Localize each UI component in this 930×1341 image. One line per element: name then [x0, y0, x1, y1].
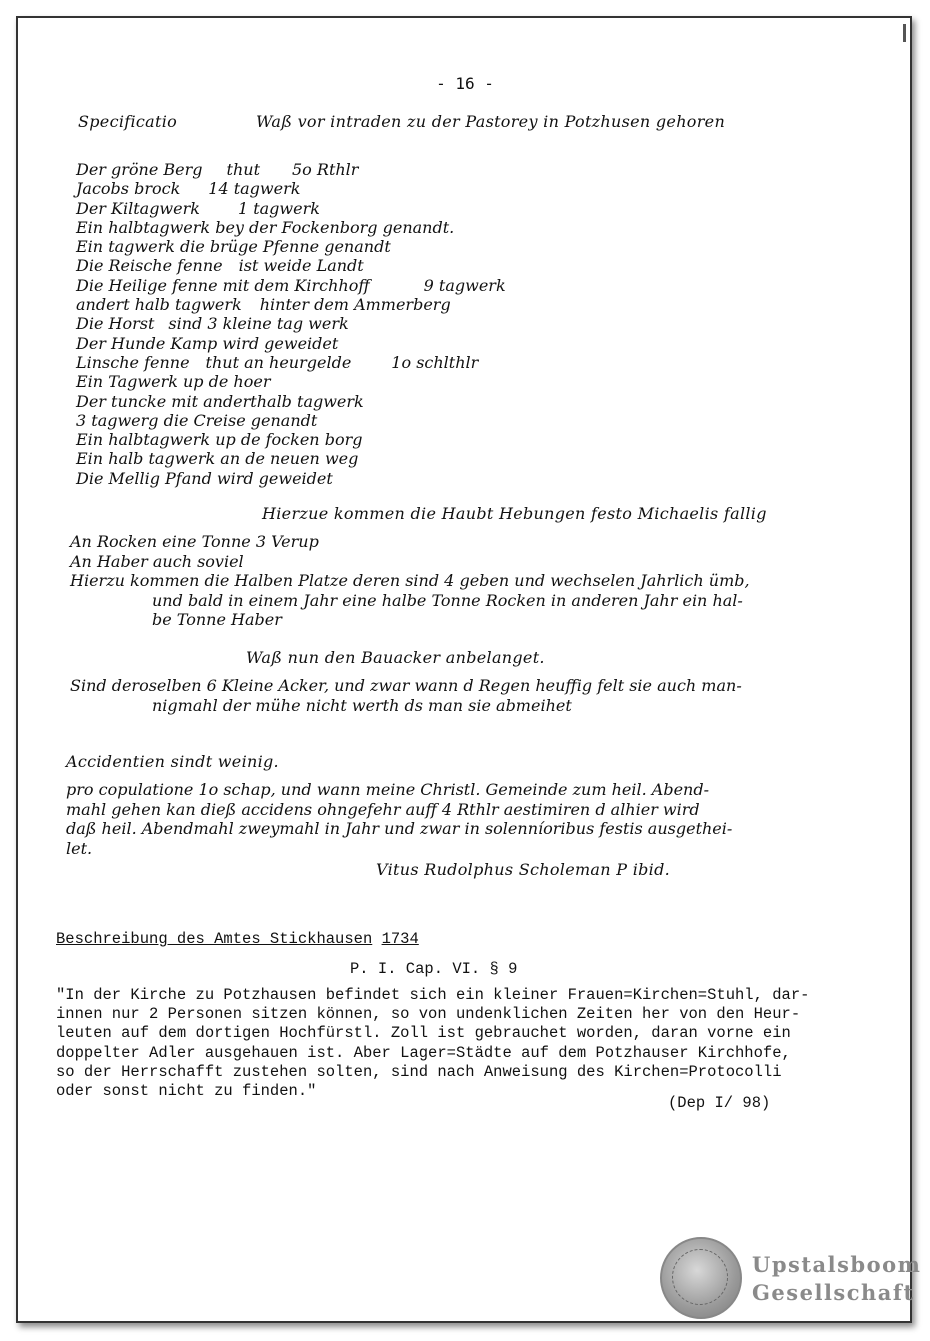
- list-item-cell: 9 tagwerk: [423, 275, 506, 295]
- bauacker-paragraph: [70, 676, 742, 715]
- quote-line: leuten auf dem dortigen Hochfürstl. Zoll ist gebrauchet worden, daran vorne ein: [56, 1024, 791, 1043]
- quote-line: so der Herrschafft zustehen solten, sind nach Anweisung des Kirchen=Protocolli: [56, 1062, 782, 1081]
- list-item-cell: hinter dem Ammerberg: [259, 295, 451, 315]
- list-item-cell: Ein Tagwerk up de hoer: [76, 372, 271, 392]
- list-item-cell: Die Mellig Pfand wird geweidet: [76, 468, 333, 488]
- hebungen-line: und bald in einem Jahr eine halbe Tonne Rocken in anderen Jahr ein hal-: [152, 590, 743, 610]
- specificatio-label: Specificatio: [78, 112, 178, 131]
- list-item: [76, 199, 506, 218]
- bauacker-heading: Waß nun den Bauacker anbelanget.: [246, 648, 545, 667]
- quote-line: doppelter Adler ausgehauen ist. Aber Lager=Städte auf dem Potzhauser Kirchhofe,: [56, 1043, 791, 1062]
- list-item: [76, 449, 506, 468]
- list-item-cell: andert halb tagwerk: [76, 295, 242, 315]
- hebungen-line: An Rocken eine Tonne 3 Verup: [70, 532, 319, 551]
- quote-line: "In der Kirche zu Potzhausen befindet sich ein kleiner Frauen=Kirchen=Stuhl, dar-: [56, 986, 810, 1004]
- list-item-cell: Ein halb tagwerk an de neuen weg: [76, 449, 359, 469]
- list-item-cell: Ein tagwerk die brüge Pfenne genandt: [76, 237, 391, 257]
- list-item-cell: ist weide Landt: [238, 256, 364, 276]
- list-item-cell: thut: [226, 160, 260, 179]
- list-item-cell: sind 3 kleine tag werk: [168, 314, 349, 334]
- accidentien-line: let.: [66, 838, 93, 858]
- bauacker-line: Sind deroselben 6 Kleine Acker, und zwar wann d Regen heuffig felt sie auch man-: [70, 676, 742, 695]
- list-item-cell: 5o Rthlr: [292, 160, 359, 179]
- list-item-cell: Die Horst: [76, 314, 155, 334]
- list-item-cell: Linsche fenne: [76, 352, 190, 372]
- list-item-cell: 1o schlthlr: [391, 352, 479, 372]
- income-list: [76, 160, 506, 488]
- list-item-cell: 1 tagwerk: [237, 198, 320, 218]
- list-item: [76, 160, 506, 179]
- list-item-cell: Der gröne Berg: [76, 160, 203, 179]
- list-item-cell: Die Heilige fenne mit dem Kirchhoff: [76, 275, 370, 295]
- quote-line: innen nur 2 Personen sitzen können, so von undenklichen Zeiten her von den Heur-: [56, 1005, 801, 1024]
- hebungen-paragraph: [70, 532, 750, 630]
- seal-logo-icon: [660, 1237, 742, 1319]
- hebungen-line: An Haber auch soviel: [70, 551, 244, 571]
- list-item: [76, 430, 506, 449]
- accidentien-line: daß heil. Abendmahl zweymahl in Jahr und zwar in solenníoribus festis ausgethei-: [66, 819, 733, 838]
- list-item: [76, 411, 506, 430]
- quote-block: [56, 986, 809, 1101]
- accidentien-paragraph: [66, 780, 732, 858]
- list-item: [76, 334, 506, 353]
- logo-line-1: Upstalsboom: [752, 1252, 922, 1277]
- quote-line: oder sonst nicht zu finden.": [56, 1081, 317, 1100]
- source-heading: [56, 930, 419, 948]
- list-item-cell: 3 tagwerg die Creise genandt: [76, 410, 318, 430]
- list-item: [76, 353, 506, 372]
- list-item: [76, 314, 506, 333]
- document-title: Waß vor intraden zu der Pastorey in Potzhusen gehoren: [256, 112, 726, 131]
- list-item: [76, 392, 506, 411]
- list-item-cell: 14 tagwerk: [208, 179, 301, 199]
- citation: P. I. Cap. VI. § 9: [350, 960, 518, 978]
- list-item: [76, 237, 506, 256]
- list-item: [76, 295, 506, 314]
- page-number: - 16 -: [436, 74, 494, 93]
- hebungen-heading: Hierzue kommen die Haubt Hebungen festo Michaelis fallig: [262, 504, 767, 523]
- list-item-cell: Jacobs brock: [76, 179, 181, 199]
- list-item-cell: Der Kiltagwerk: [76, 198, 200, 218]
- hebungen-line: be Tonne Haber: [152, 610, 282, 629]
- logo-line-2: Gesellschaft: [752, 1280, 915, 1305]
- hebungen-line: Hierzu kommen die Halben Platze deren sind 4 geben und wechselen Jahrlich ümb,: [70, 571, 750, 590]
- list-item: [76, 256, 506, 275]
- list-item: [76, 179, 506, 198]
- list-item-cell: Die Reische fenne: [76, 256, 223, 276]
- list-item: [76, 276, 506, 295]
- list-item-cell: Ein halbtagwerk up de focken borg: [76, 430, 363, 450]
- reference: (Dep I/ 98): [668, 1094, 771, 1112]
- list-item: [76, 372, 506, 391]
- list-item: [76, 218, 506, 237]
- bauacker-line: nigmahl der mühe nicht werth ds man sie abmeihet: [152, 695, 572, 715]
- list-item-cell: thut an heurgelde: [205, 352, 352, 372]
- accidentien-line: mahl gehen kan dieß accidens ohngefehr auff 4 Rthlr aestimiren d alhier wird: [66, 799, 700, 819]
- source-year: 1734: [381, 930, 419, 948]
- source-title: Beschreibung des Amtes Stickhausen: [56, 930, 373, 948]
- accidentien-heading: Accidentien sindt weinig.: [66, 752, 279, 771]
- list-item: [76, 469, 506, 488]
- list-item-cell: Ein halbtagwerk bey der Fockenborg genandt.: [76, 217, 455, 237]
- accidentien-line: pro copulatione 1o schap, und wann meine Christl. Gemeinde zum heil. Abend-: [66, 780, 709, 799]
- signature: Vitus Rudolphus Scholeman P ibid.: [376, 860, 671, 879]
- corner-mark: [903, 24, 906, 42]
- list-item-cell: Der Hunde Kamp wird geweidet: [76, 333, 339, 353]
- list-item-cell: Der tuncke mit anderthalb tagwerk: [76, 391, 364, 411]
